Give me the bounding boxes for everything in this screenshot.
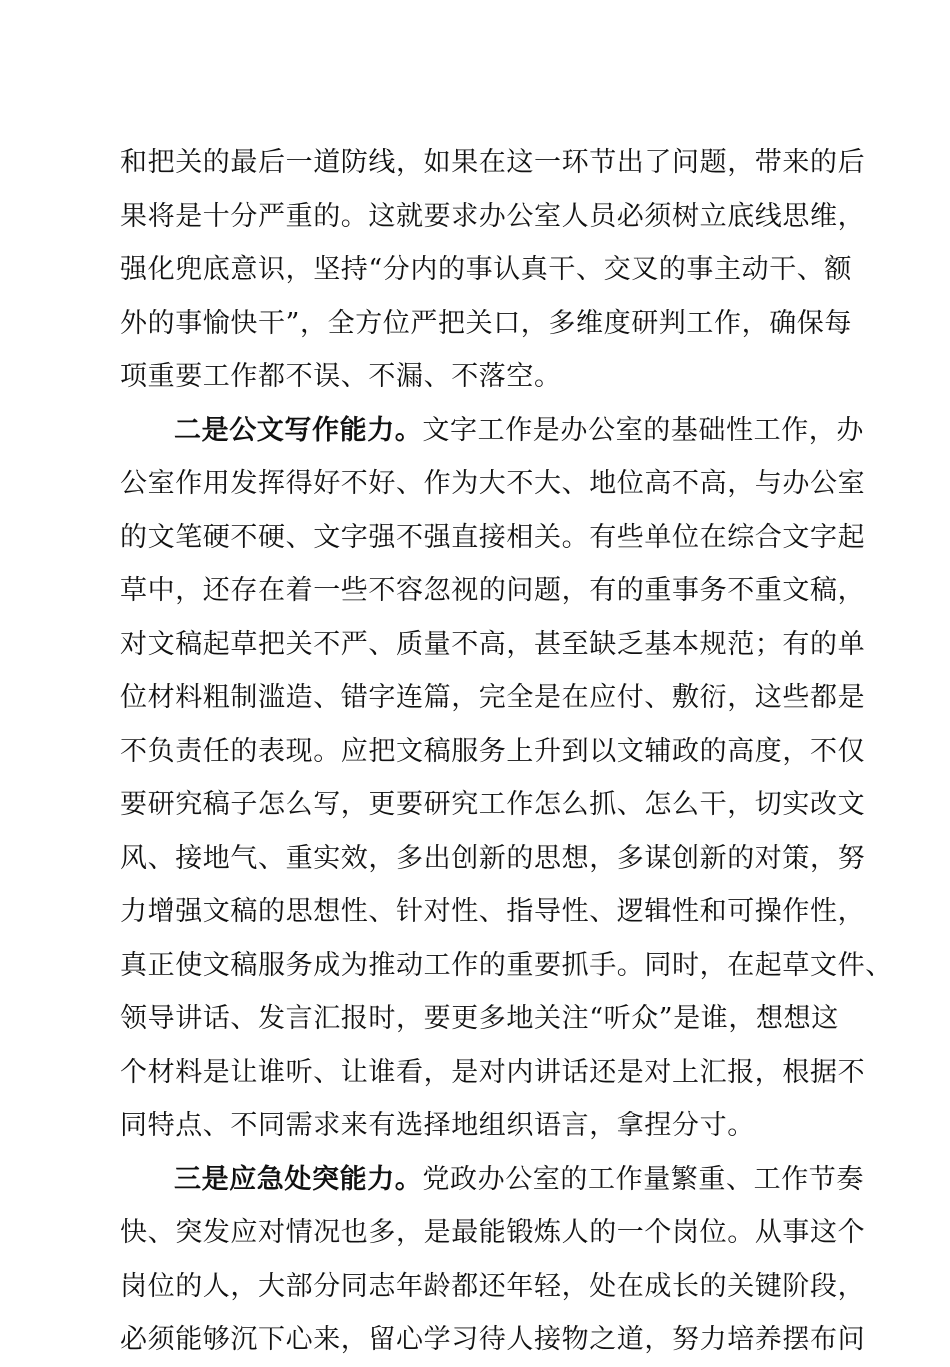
text-line: 同特点、不同需求来有选择地组织语言，拿捏分寸。 — [120, 1110, 755, 1141]
text-line: 岗位的人，大部分同志年龄都还年轻，处在成长的关键阶段， — [120, 1270, 866, 1302]
text-segment: 党政办公室的工作量繁重、工作节奏 — [422, 1163, 865, 1195]
text-line: 强化兜底意识，坚持“分内的事认真干、交叉的事主动干、额 — [120, 254, 853, 285]
text-line: 领导讲话、发言汇报时，要更多地关注“听众”是谁，想想这 — [120, 1003, 839, 1034]
text-line: 不负责任的表现。应把文稿服务上升到以文辅政的高度，不仅 — [120, 735, 866, 767]
text-line: 快、突发应对情况也多，是最能锻炼人的一个岗位。从事这个 — [120, 1217, 866, 1248]
text-segment: 文字工作是办公室的基础性工作，办 — [422, 414, 865, 446]
text-line: 要研究稿子怎么写，更要研究工作怎么抓、怎么干，切实改文 — [120, 789, 866, 820]
section-heading: 三是应急处突能力。 — [174, 1163, 423, 1195]
text-line: 外的事愉快干”，全方位严把关口，多维度研判工作，确保每 — [120, 307, 853, 339]
text-line: 个材料是让谁听、让谁看，是对内讲话还是对上汇报，根据不 — [120, 1056, 866, 1088]
text-line: 真正使文稿服务成为推动工作的重要抓手。同时，在起草文件、 — [120, 949, 893, 981]
text-line: 公室作用发挥得好不好、作为大不大、地位高不高，与办公室 — [120, 468, 866, 499]
text-line: 力增强文稿的思想性、针对性、指导性、逻辑性和可操作性， — [120, 896, 866, 927]
text-line: 必须能够沉下心来，留心学习待人接物之道，努力培养摆布问 — [120, 1324, 866, 1355]
section-heading: 二是公文写作能力。 — [174, 414, 423, 446]
text-line: 项重要工作都不误、不漏、不落空。 — [120, 361, 562, 392]
text-line: 对文稿起草把关不严、质量不高，甚至缺乏基本规范；有的单 — [120, 628, 866, 660]
text-line: 草中，还存在着一些不容忽视的问题，有的重事务不重文稿， — [120, 575, 866, 606]
paragraph-first-line — [120, 404, 865, 458]
text-line: 果将是十分严重的。这就要求办公室人员必须树立底线思维， — [120, 200, 866, 232]
text-line: 和把关的最后一道防线，如果在这一环节出了问题，带来的后 — [120, 147, 866, 178]
paragraph-first-line — [120, 1153, 865, 1207]
text-line: 位材料粗制滥造、错字连篇，完全是在应付、敷衍，这些都是 — [120, 682, 866, 713]
document-body — [120, 136, 893, 1367]
text-line: 的文笔硬不硬、文字强不强直接相关。有些单位在综合文字起 — [120, 521, 866, 553]
text-line: 风、接地气、重实效，多出创新的思想，多谋创新的对策，努 — [120, 842, 866, 874]
